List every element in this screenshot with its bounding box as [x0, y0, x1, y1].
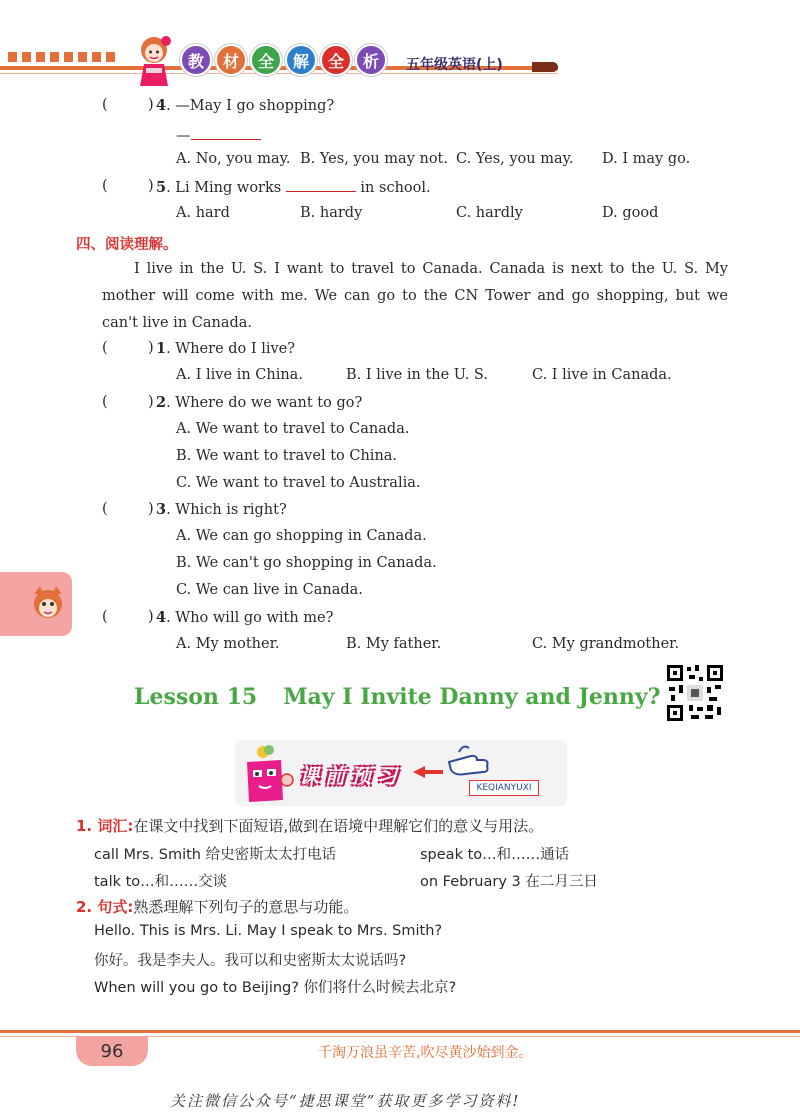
question-4: [156, 97, 334, 114]
answer-paren-open: (: [102, 178, 108, 194]
qr-code-icon[interactable]: [665, 663, 725, 723]
question-number: 5: [156, 179, 167, 196]
option-b: B. My father.: [346, 636, 442, 652]
answer-paren-open: (: [102, 501, 108, 517]
mascot-girl-icon: [132, 34, 178, 90]
option-a: A. We can go shopping in Canada.: [176, 528, 427, 544]
answer-paren-close: ): [148, 394, 154, 410]
vocab-heading: [76, 815, 543, 836]
question-number: 4: [156, 97, 167, 114]
option-c: C. Yes, you may.: [456, 151, 574, 167]
sentence-line: When will you go to Beijing? 你们将什么时候去北京?: [94, 980, 457, 996]
question-number: 3: [156, 501, 167, 518]
option-d: D. I may go.: [602, 151, 691, 167]
question-text: . Which is right?: [166, 502, 287, 518]
item-label: 1. 词汇:: [76, 817, 134, 835]
lesson-number: Lesson 15: [134, 684, 258, 710]
item-label: 2. 句式:: [76, 898, 134, 916]
option-b: B. I live in the U. S.: [346, 367, 488, 383]
vocab-phrase: talk to…和……交谈: [94, 874, 228, 890]
vocab-phrase: call Mrs. Smith 给史密斯太太打电话: [94, 847, 337, 863]
pencil-icon: [532, 62, 558, 72]
banner-title: 课前预习: [299, 764, 403, 788]
fox-mascot-icon: [30, 584, 66, 624]
title-char: 全: [320, 44, 352, 76]
title-char: 材: [215, 44, 247, 76]
preview-banner: [235, 740, 567, 806]
answer-paren-close: ): [148, 340, 154, 356]
reading-question-1: [156, 340, 295, 357]
option-a: A. No, you may.: [176, 151, 291, 167]
answer-paren-open: (: [102, 394, 108, 410]
answer-paren-close: ): [148, 501, 154, 517]
option-c: C. My grandmother.: [532, 636, 680, 652]
reading-question-3: [156, 501, 287, 518]
reading-passage: [102, 256, 728, 337]
answer-paren-open: (: [102, 609, 108, 625]
passage-text: I live in the U. S. I want to travel to Canada. Canada is next to the U. S. My mother will come with me. We can go to the CN Tower and go shopping, but we can't live in Canada.: [102, 261, 728, 331]
question-5: [156, 178, 431, 196]
lesson-title: [134, 684, 661, 710]
item-text: 在课文中找到下面短语,做到在语境中理解它们的意义与用法。: [133, 817, 544, 835]
answer-paren-close: ): [148, 609, 154, 625]
answer-dash: —: [176, 128, 191, 144]
pointing-hand-icon: [443, 742, 491, 784]
title-char: 教: [180, 44, 212, 76]
answer-blank[interactable]: [286, 178, 356, 192]
answer-blank[interactable]: [191, 126, 261, 140]
item-text: 熟悉理解下列句子的意思与功能。: [133, 898, 359, 916]
title-char: 解: [285, 44, 317, 76]
answer-line: [176, 126, 261, 144]
title-char: 全: [250, 44, 282, 76]
option-b: B. We want to travel to China.: [176, 448, 398, 464]
answer-paren-close: ): [148, 97, 154, 113]
reading-question-2: [156, 394, 362, 411]
answer-paren-close: ): [148, 178, 154, 194]
answer-paren-open: (: [102, 97, 108, 113]
question-number: 4: [156, 609, 167, 626]
option-b: B. We can't go shopping in Canada.: [176, 555, 437, 571]
question-text: . —May I go shopping?: [166, 98, 335, 114]
arrow-icon: [413, 766, 443, 778]
option-c: C. hardly: [456, 205, 523, 221]
option-a: A. My mother.: [176, 636, 280, 652]
answer-paren-open: (: [102, 340, 108, 356]
option-c: C. We want to travel to Australia.: [176, 475, 421, 491]
sentence-heading: [76, 896, 358, 917]
question-text: . Where do we want to go?: [166, 395, 363, 411]
question-text-after: in school.: [360, 180, 431, 196]
wechat-note: 关注微信公众号“捷思课堂”获取更多学习资料!: [170, 1092, 521, 1110]
option-a: A. hard: [176, 205, 230, 221]
grade-label: 五年级英语(上): [406, 57, 503, 73]
vocab-phrase: on February 3 在二月三日: [420, 874, 598, 890]
header-dash-decoration: [8, 52, 118, 62]
page-header: [0, 0, 800, 92]
page-number: 96: [76, 1036, 148, 1066]
option-d: D. good: [602, 205, 659, 221]
question-text: . Who will go with me?: [166, 610, 334, 626]
option-a: A. We want to travel to Canada.: [176, 421, 410, 437]
vocab-phrase: speak to…和……通话: [420, 847, 570, 863]
sentence-line: Hello. This is Mrs. Li. May I speak to Mrs. Smith?: [94, 923, 443, 939]
option-b: B. hardy: [300, 205, 363, 221]
option-c: C. We can live in Canada.: [176, 582, 363, 598]
banner-subtitle: KEQIANYUXI: [469, 780, 539, 796]
option-c: C. I live in Canada.: [532, 367, 672, 383]
question-text: . Where do I live?: [166, 341, 296, 357]
title-char: 析: [355, 44, 387, 76]
question-number: 1: [156, 340, 167, 357]
lesson-name: May I Invite Danny and Jenny?: [283, 684, 661, 710]
footer-rule: [0, 1030, 800, 1033]
option-a: A. I live in China.: [176, 367, 303, 383]
book-title: [180, 44, 387, 76]
question-number: 2: [156, 394, 167, 411]
sentence-line: 你好。我是李夫人。我可以和史密斯太太说话吗?: [94, 953, 407, 969]
box-mascot-icon: [237, 744, 295, 804]
question-text: . Li Ming works: [166, 180, 282, 196]
option-b: B. Yes, you may not.: [300, 151, 448, 167]
footer-motto: 千淘万浪虽辛苦,吹尽黄沙始到金。: [318, 1045, 533, 1061]
section-heading: 四、阅读理解。: [76, 237, 178, 253]
reading-question-4: [156, 609, 333, 626]
